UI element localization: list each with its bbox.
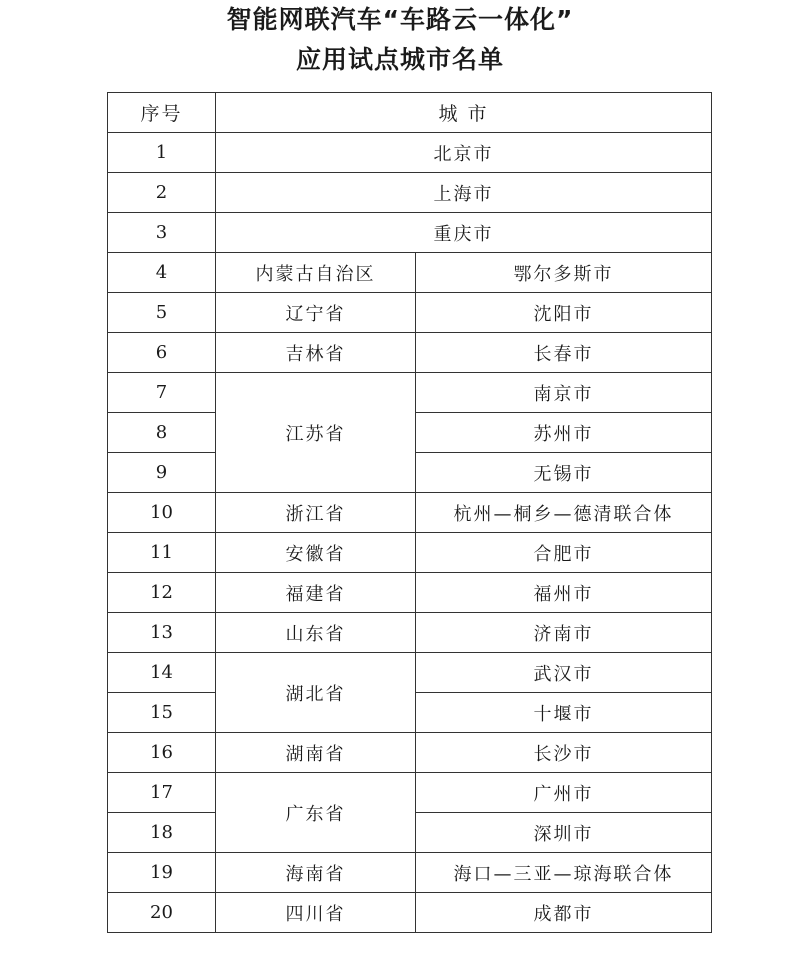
row-city: 十堰市 bbox=[416, 693, 712, 733]
row-index: 19 bbox=[108, 853, 216, 893]
row-index: 9 bbox=[108, 453, 216, 493]
row-index: 6 bbox=[108, 333, 216, 373]
row-province: 海南省 bbox=[216, 853, 416, 893]
row-province: 辽宁省 bbox=[216, 293, 416, 333]
row-city: 无锡市 bbox=[416, 453, 712, 493]
row-index: 2 bbox=[108, 173, 216, 213]
row-index: 12 bbox=[108, 573, 216, 613]
table-row bbox=[108, 253, 712, 293]
row-province: 吉林省 bbox=[216, 333, 416, 373]
row-index: 1 bbox=[108, 133, 216, 173]
row-city: 海口—三亚—琼海联合体 bbox=[416, 853, 712, 893]
row-city: 广州市 bbox=[416, 773, 712, 813]
table-row bbox=[108, 293, 712, 333]
row-index: 20 bbox=[108, 893, 216, 933]
row-city: 上海市 bbox=[216, 173, 712, 213]
row-index: 17 bbox=[108, 773, 216, 813]
table-row bbox=[108, 733, 712, 773]
row-city: 深圳市 bbox=[416, 813, 712, 853]
table-row bbox=[108, 653, 712, 693]
pilot-cities-table bbox=[107, 92, 712, 933]
table-row bbox=[108, 773, 712, 813]
table-row bbox=[108, 533, 712, 573]
table-row bbox=[108, 493, 712, 533]
row-city: 苏州市 bbox=[416, 413, 712, 453]
row-index: 5 bbox=[108, 293, 216, 333]
row-index: 7 bbox=[108, 373, 216, 413]
row-city: 沈阳市 bbox=[416, 293, 712, 333]
row-index: 18 bbox=[108, 813, 216, 853]
table-row bbox=[108, 613, 712, 653]
row-city: 重庆市 bbox=[216, 213, 712, 253]
row-index: 13 bbox=[108, 613, 216, 653]
table-row bbox=[108, 173, 712, 213]
row-index: 4 bbox=[108, 253, 216, 293]
row-city: 长沙市 bbox=[416, 733, 712, 773]
row-index: 11 bbox=[108, 533, 216, 573]
row-index: 16 bbox=[108, 733, 216, 773]
page-title-line1: 智能网联汽车“车路云一体化” bbox=[226, 5, 574, 34]
table-row bbox=[108, 853, 712, 893]
row-index: 8 bbox=[108, 413, 216, 453]
row-index: 15 bbox=[108, 693, 216, 733]
row-city: 济南市 bbox=[416, 613, 712, 653]
row-city: 南京市 bbox=[416, 373, 712, 413]
table-row bbox=[108, 133, 712, 173]
row-index: 14 bbox=[108, 653, 216, 693]
row-province: 福建省 bbox=[216, 573, 416, 613]
row-province: 江苏省 bbox=[216, 373, 416, 493]
page-title-line2: 应用试点城市名单 bbox=[295, 45, 504, 74]
row-city: 武汉市 bbox=[416, 653, 712, 693]
row-city: 长春市 bbox=[416, 333, 712, 373]
table-header-row bbox=[108, 93, 712, 133]
row-city: 成都市 bbox=[416, 893, 712, 933]
row-province: 浙江省 bbox=[216, 493, 416, 533]
row-index: 10 bbox=[108, 493, 216, 533]
row-province: 湖南省 bbox=[216, 733, 416, 773]
row-index: 3 bbox=[108, 213, 216, 253]
row-city: 鄂尔多斯市 bbox=[416, 253, 712, 293]
row-province: 湖北省 bbox=[216, 653, 416, 733]
row-province: 广东省 bbox=[216, 773, 416, 853]
row-province: 内蒙古自治区 bbox=[216, 253, 416, 293]
table-row bbox=[108, 333, 712, 373]
row-city: 福州市 bbox=[416, 573, 712, 613]
row-province: 安徽省 bbox=[216, 533, 416, 573]
table-row bbox=[108, 893, 712, 933]
header-city: 城 市 bbox=[216, 93, 712, 133]
row-city: 杭州—桐乡—德清联合体 bbox=[416, 493, 712, 533]
table-row bbox=[108, 213, 712, 253]
row-city: 合肥市 bbox=[416, 533, 712, 573]
row-province: 四川省 bbox=[216, 893, 416, 933]
table-row bbox=[108, 573, 712, 613]
row-province: 山东省 bbox=[216, 613, 416, 653]
table-row bbox=[108, 373, 712, 413]
row-city: 北京市 bbox=[216, 133, 712, 173]
header-index: 序号 bbox=[108, 93, 216, 133]
